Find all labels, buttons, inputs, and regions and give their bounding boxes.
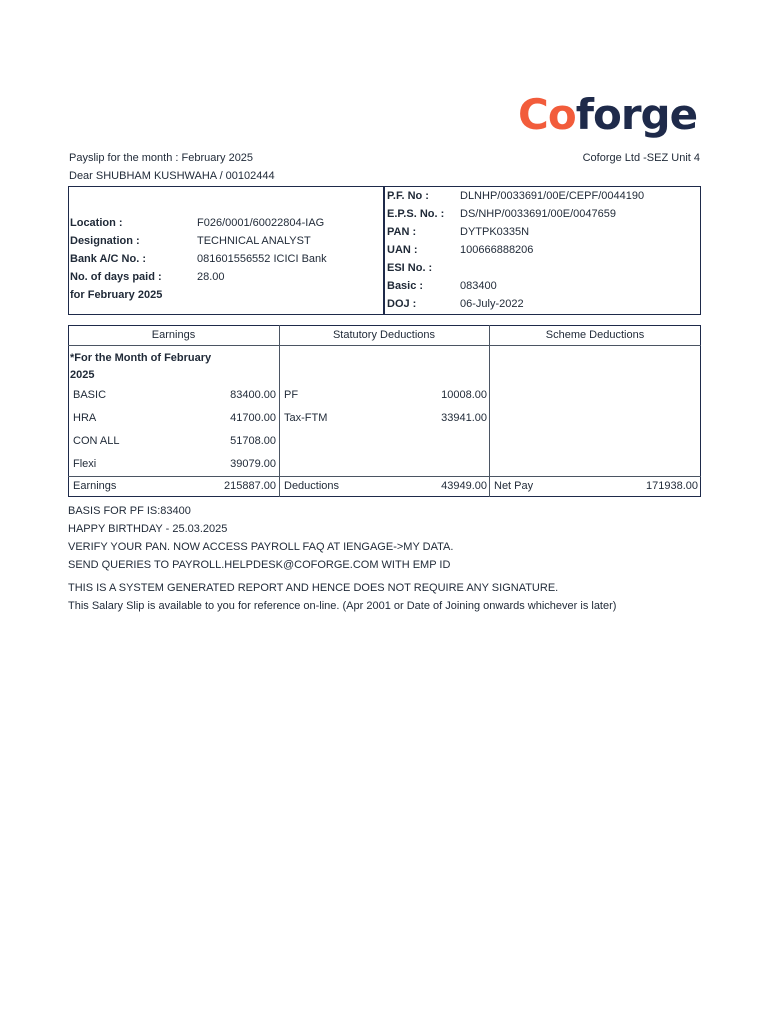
table-totals-rule xyxy=(68,476,701,477)
header-earnings: Earnings xyxy=(151,329,196,341)
earning-amount: 39079.00 xyxy=(230,458,276,470)
pan-label: PAN : xyxy=(387,226,417,238)
location-label: Location : xyxy=(70,217,123,229)
earning-amount: 51708.00 xyxy=(230,435,276,447)
deduction-name: PF xyxy=(284,389,299,401)
salary-table xyxy=(68,325,701,497)
deduction-name: Tax-FTM xyxy=(284,412,328,424)
uan-value: 100666888206 xyxy=(460,244,534,256)
employee-info-box xyxy=(68,186,701,315)
total-earnings-value: 215887.00 xyxy=(224,480,276,492)
days-paid-label: No. of days paid : xyxy=(70,271,162,283)
eps-no-value: DS/NHP/0033691/00E/0047659 xyxy=(460,208,616,220)
bank-account-value: 081601556552 ICICI Bank xyxy=(197,253,327,265)
deduction-amount: 10008.00 xyxy=(441,389,487,401)
location-value: F026/0001/60022804-IAG xyxy=(197,217,325,229)
note-pf-basis: BASIS FOR PF IS:83400 xyxy=(68,505,191,517)
net-pay-label: Net Pay xyxy=(494,480,534,492)
table-col-divider-2 xyxy=(489,325,490,497)
table-col-divider-1 xyxy=(279,325,280,497)
basic-value: 083400 xyxy=(460,280,497,292)
net-pay-value: 171938.00 xyxy=(646,480,698,492)
bank-account-label: Bank A/C No. : xyxy=(70,253,146,265)
earning-amount: 83400.00 xyxy=(230,389,276,401)
table-header-rule xyxy=(68,345,701,346)
period-label-line1: *For the Month of February xyxy=(70,352,212,364)
days-paid-period-label: for February 2025 xyxy=(70,289,163,301)
eps-no-label: E.P.S. No. : xyxy=(387,208,445,220)
earning-name: CON ALL xyxy=(73,435,120,447)
pf-no-value: DLNHP/0033691/00E/CEPF/0044190 xyxy=(460,190,645,202)
header-statutory-deductions: Statutory Deductions xyxy=(332,329,436,341)
info-divider xyxy=(383,186,385,315)
footer-availability: This Salary Slip is available to you for reference on-line. (Apr 2001 or Date of Joining onwards whichever is later) xyxy=(68,600,617,612)
note-queries: SEND QUERIES TO PAYROLL.HELPDESK@COFORGE.COM WITH EMP ID xyxy=(68,559,451,571)
total-deductions-label: Deductions xyxy=(284,480,340,492)
earning-name: HRA xyxy=(73,412,97,424)
logo-part-co: Co xyxy=(518,90,576,139)
total-deductions-value: 43949.00 xyxy=(441,480,487,492)
earning-amount: 41700.00 xyxy=(230,412,276,424)
days-paid-value: 28.00 xyxy=(197,271,225,283)
pan-value: DYTPK0335N xyxy=(460,226,530,238)
designation-label: Designation : xyxy=(70,235,140,247)
doj-label: DOJ : xyxy=(387,298,417,310)
doj-value: 06-July-2022 xyxy=(460,298,524,310)
logo-part-forge: forge xyxy=(575,90,698,139)
employee-greeting: Dear SHUBHAM KUSHWAHA / 00102444 xyxy=(69,170,275,182)
note-birthday: HAPPY BIRTHDAY - 25.03.2025 xyxy=(68,523,228,535)
payslip-month: Payslip for the month : February 2025 xyxy=(69,152,254,164)
uan-label: UAN : xyxy=(387,244,418,256)
earning-name: BASIC xyxy=(73,389,107,401)
footer-system-generated: THIS IS A SYSTEM GENERATED REPORT AND HENCE DOES NOT REQUIRE ANY SIGNATURE. xyxy=(68,582,559,594)
esi-no-label: ESI No. : xyxy=(387,262,433,274)
header-scheme-deductions: Scheme Deductions xyxy=(545,329,645,341)
designation-value: TECHNICAL ANALYST xyxy=(197,235,311,247)
deduction-amount: 33941.00 xyxy=(441,412,487,424)
pf-no-label: P.F. No : xyxy=(387,190,429,202)
basic-label: Basic : xyxy=(387,280,424,292)
total-earnings-label: Earnings xyxy=(73,480,117,492)
earning-name: Flexi xyxy=(73,458,97,470)
coforge-logo xyxy=(518,92,697,138)
company-unit: Coforge Ltd -SEZ Unit 4 xyxy=(582,152,700,164)
period-label-line2: 2025 xyxy=(70,369,95,381)
note-verify-pan: VERIFY YOUR PAN. NOW ACCESS PAYROLL FAQ AT IENGAGE->MY DATA. xyxy=(68,541,454,553)
